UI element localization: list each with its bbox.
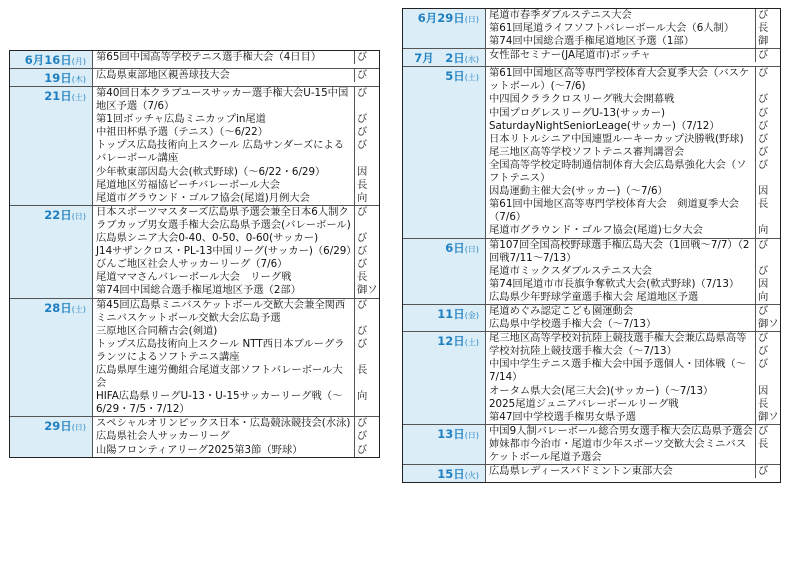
date-cell (403, 9, 486, 48)
event-title: 第45回広島県ミニバスケットボール交歓大会兼全関西ミニバスケットボール交歓大会広島予選 (96, 298, 346, 324)
event-title: 広島県少年野球学童選手権大会 尾道地区予選 (489, 290, 699, 303)
event-row (486, 9, 780, 22)
day-group (10, 87, 379, 206)
venue-tag: び (354, 417, 379, 430)
weekday-label: (土) (71, 93, 86, 102)
date-label: 28日 (44, 300, 72, 315)
event-row (486, 198, 780, 224)
venue-tag: び (354, 206, 379, 232)
venue-tag: 向 (755, 224, 780, 237)
event-title: 中国9人制バレーボール総合男女選手権大会広島県予選会 (489, 424, 753, 437)
date-cell (403, 49, 486, 66)
event-row (93, 179, 379, 192)
event-title: 第65回中国高等学校テニス選手権大会（4日目） (96, 51, 322, 63)
weekday-label: (日) (71, 211, 86, 221)
event-row (93, 444, 379, 457)
date-cell (10, 206, 93, 298)
venue-tag: 向 (354, 390, 379, 416)
venue-tag: 御ソ (755, 318, 780, 331)
event-title: 尾道市春季ダブルステニス大会 (489, 9, 632, 21)
venue-tag: 御ソ (755, 411, 780, 424)
venue-tag: 因 (755, 385, 780, 398)
venue-tag: び (354, 444, 379, 457)
event-row (486, 35, 780, 48)
event-title: 第40回日本クラブユースサッカー選手権大会U-15中国地区予選（7/6） (96, 87, 349, 113)
weekday-label: (金) (464, 310, 479, 320)
day-group (403, 49, 780, 67)
event-row (93, 232, 379, 245)
venue-tag: び (755, 239, 780, 265)
venue-tag: び (755, 120, 780, 133)
event-row (93, 299, 379, 325)
date-cell (403, 67, 486, 237)
venue-tag: 長 (354, 364, 379, 390)
event-title: 尾道ママさんバレーボール大会 リーグ戦 (96, 271, 292, 284)
event-row (486, 224, 780, 237)
event-title: 第61回中国地区高等専門学校体育大会夏季大会（バスケットボール）(～7/6) (489, 67, 750, 93)
venue-tag: び (755, 159, 780, 185)
venue-tag: 因 (755, 185, 780, 198)
event-title: 中国プログレスリーグU-13(サッカー) (489, 106, 666, 119)
event-row (93, 430, 379, 443)
date-cell (403, 465, 486, 482)
event-title: 尾道市グラウンド・ゴルフ協会(尾道)七夕大会 (489, 224, 703, 237)
date-cell (403, 305, 486, 331)
event-title: 尾三地区高等学校ソフトテニス審判講習会 (489, 145, 685, 158)
event-row (93, 139, 379, 165)
weekday-label: (日) (71, 423, 86, 433)
event-title: 第47回中学校選手権男女県予選 (489, 410, 636, 423)
day-group (403, 332, 780, 425)
weekday-label: (月) (71, 57, 86, 66)
event-title: オータム県大会(尾三大会)(サッカー)（～7/13） (489, 384, 714, 397)
event-title: 広島県シニア大会0-40、0-50、0-60(サッカー) (96, 232, 319, 245)
venue-tag: び (354, 325, 379, 338)
date-label: 5日 (445, 69, 465, 84)
event-row (93, 338, 379, 364)
venue-tag: 向 (755, 291, 780, 304)
event-title: 山陽フロンティアリーグ2025第3節（野球） (96, 443, 303, 456)
venue-tag: 長 (354, 271, 379, 284)
event-title: 第107回全国高校野球選手権広島大会（1回戦～7/7）（2回戦7/11～7/13） (489, 238, 750, 264)
venue-tag: 因 (755, 278, 780, 291)
date-cell (10, 69, 93, 86)
date-cell (10, 417, 93, 456)
event-row (93, 364, 379, 390)
event-row (93, 325, 379, 338)
date-label: 6月16日 (24, 53, 72, 67)
event-title: トップス広島技術向上スクール 広島サンダーズによるバレーボール講座 (96, 139, 345, 165)
date-cell (10, 299, 93, 417)
date-label: 12日 (437, 334, 465, 349)
venue-tag: び (755, 9, 780, 22)
event-row (486, 305, 780, 318)
event-row (486, 93, 780, 106)
weekday-label: (火) (464, 471, 479, 481)
event-title: 日本リトルシニア中国連盟ルーキーカップ決勝戦(野球) (489, 132, 744, 145)
event-title: 第61回尾道ライフソフトバレーボール大会（6人制） (489, 22, 735, 35)
event-title: 広島県中学校選手権大会（～7/13） (489, 318, 657, 331)
date-cell (403, 239, 486, 304)
event-row (486, 22, 780, 35)
venue-tag: 御ソ (354, 284, 379, 297)
event-row (486, 146, 780, 159)
venue-tag: 御 (755, 35, 780, 48)
date-cell (403, 425, 486, 464)
day-group (10, 299, 379, 418)
event-title: 日本スポーツマスターズ広島県予選会兼全日本6人制クラブカップ男女選手権大会広島県予選会(バレーボール) (96, 205, 351, 231)
venue-tag: 長 (755, 198, 780, 224)
date-label: 13日 (437, 426, 465, 441)
venue-tag: び び (755, 332, 780, 358)
event-title: びんご地区社会人サッカーリーグ（7/6） (96, 258, 288, 271)
weekday-label: (木) (71, 75, 86, 84)
venue-tag: 長 (354, 179, 379, 192)
venue-tag: 長 (755, 398, 780, 411)
weekday-label: (土) (71, 304, 86, 314)
venue-tag: び (354, 232, 379, 245)
venue-tag: び (354, 126, 379, 139)
event-title: 広島県東部地区親善球技大会 (96, 69, 230, 81)
event-row (486, 265, 780, 278)
venue-tag: び (755, 305, 780, 318)
event-title: 2025尾道ジュニアバレーボールリーグ戦 (489, 397, 679, 410)
event-title: 第1回ボッチャ広島ミニカップin尾道 (96, 113, 266, 126)
event-row (486, 120, 780, 133)
venue-tag: び (354, 245, 379, 258)
event-title: SaturdayNightSeniorLeage(サッカー)（7/12） (489, 119, 720, 132)
date-label: 19日 (44, 71, 72, 85)
venue-tag: び (354, 69, 379, 82)
event-title: 第74回中国総合選手権尾道地区予選（1部） (489, 35, 694, 48)
event-row (93, 192, 379, 205)
event-row (486, 185, 780, 198)
venue-tag: 向 (354, 192, 379, 205)
event-title: 尾三地区高等学校対抗陸上競技選手権大会兼広島県高等学校対抗陸上競技選手権大会（～7/13） (489, 332, 747, 358)
event-title: 尾道めぐみ認定こども園運動会 (489, 304, 634, 317)
date-cell (10, 51, 93, 68)
day-group (403, 9, 780, 49)
venue-tag: び (354, 51, 379, 64)
venue-tag: び (354, 258, 379, 271)
event-row (486, 385, 780, 398)
date-label: 15日 (437, 467, 465, 482)
event-row (486, 332, 780, 358)
event-row (93, 166, 379, 179)
schedule-column-left (9, 50, 380, 458)
event-row (93, 51, 379, 64)
event-row (93, 206, 379, 232)
venue-tag: び (354, 139, 379, 165)
venue-tag: 因 (354, 166, 379, 179)
event-title: 尾道市グラウンド・ゴルフ協会(尾道)月例大会 (96, 191, 310, 204)
event-title: 少年軟東部因島大会(軟式野球)（～6/22・6/29） (96, 165, 326, 178)
weekday-label: (水) (464, 55, 479, 65)
event-title: 広島県レディースバドミントン東部大会 (489, 465, 673, 478)
date-label: 11日 (437, 306, 465, 321)
event-row (486, 239, 780, 265)
event-row (93, 113, 379, 126)
venue-tag: び (354, 87, 379, 113)
event-row (93, 258, 379, 271)
event-title: 尾道地区労福協ビーチバレーボール大会 (96, 178, 281, 191)
event-row (486, 358, 780, 384)
day-group (403, 425, 780, 465)
event-row (486, 465, 780, 478)
event-title: 中祖田杯県予選（テニス）（～6/22） (96, 126, 269, 139)
weekday-label: (日) (464, 244, 479, 254)
event-row (486, 49, 780, 62)
event-title: 因島運動主催大会(サッカー)（～7/6） (489, 185, 668, 198)
event-row (486, 425, 780, 438)
event-title: HIFA広島県リーグU-13・U-15サッカーリーグ戦（～6/29・7/5・7/12） (96, 390, 343, 416)
venue-tag: び (755, 358, 780, 384)
event-title: トップス広島技術向上スクール NTT西日本ブルーグラランツによるソフトテニス講座 (96, 337, 345, 363)
day-group (10, 69, 379, 87)
venue-tag: び (755, 67, 780, 93)
weekday-label: (日) (464, 15, 479, 24)
weekday-label: (土) (464, 73, 479, 83)
day-group (10, 417, 379, 456)
event-title: 第74回尾道市市長旗争奪軟式大会(軟式野球)（7/13） (489, 277, 740, 290)
day-group (403, 67, 780, 238)
venue-tag: び (755, 425, 780, 438)
day-group (403, 305, 780, 332)
venue-tag: び (755, 146, 780, 159)
event-row (486, 318, 780, 331)
date-label: 29日 (44, 419, 72, 434)
event-title: 広島県厚生連労働組合尾道支部ソフトバレーボール大会 (96, 363, 343, 390)
date-label: 21日 (44, 89, 72, 103)
event-row (93, 271, 379, 284)
day-group (403, 239, 780, 305)
event-title: 全国高等学校定時制通信制体育大会広島県強化大会（ソフトテニス） (489, 158, 747, 185)
event-title: J14サザンクロス・PL-13中国リーグ(サッカー)（6/29） (96, 245, 357, 258)
weekday-label: (日) (464, 430, 479, 440)
venue-tag: 長 (755, 22, 780, 35)
event-row (93, 390, 379, 416)
day-group (10, 51, 379, 69)
event-title: 中四国クララクロスリーグ戦大会開幕戦 (489, 93, 675, 106)
event-title: 中国中学生テニス選手権大会中国予選個人・団体戦（～7/14） (489, 358, 747, 384)
event-row (486, 291, 780, 304)
event-row (93, 245, 379, 258)
date-label: 22日 (44, 207, 72, 222)
event-row (93, 69, 379, 82)
event-row (486, 411, 780, 424)
venue-tag: び (755, 133, 780, 146)
date-label: 7月 2日 (414, 51, 465, 66)
event-row (93, 284, 379, 297)
venue-tag: び (354, 430, 379, 443)
event-row (486, 278, 780, 291)
venue-tag: 長 (755, 438, 780, 464)
event-row (486, 133, 780, 146)
event-row (486, 159, 780, 185)
venue-tag: び (755, 265, 780, 278)
event-title: スペシャルオリンピックス日本・広島競泳競技会(水泳) (96, 417, 351, 430)
venue-tag: び (755, 465, 780, 478)
event-title: 第61回中国地区高等専門学校体育大会 剣道夏季大会（7/6） (489, 198, 739, 224)
event-title: 広島県社会人サッカーリーグ (96, 430, 230, 443)
date-label: 6月29日 (417, 11, 465, 25)
venue-tag: び (755, 107, 780, 120)
event-row (486, 67, 780, 93)
event-row (486, 107, 780, 120)
venue-tag: び (755, 93, 780, 106)
event-title: 姉妹都市今治市・尾道市少年スポーツ交歓大会ミニバスケットボール尾道予選会 (489, 437, 747, 463)
event-title: 女性部セミナー(JA尾道市)ボッチャ (489, 49, 651, 62)
date-cell (10, 87, 93, 205)
event-row (93, 417, 379, 430)
event-title: 第74回中国総合選手権尾道地区予選（2部） (96, 284, 301, 297)
weekday-label: (土) (464, 338, 479, 348)
date-cell (403, 332, 486, 424)
event-row (486, 398, 780, 411)
day-group (403, 465, 780, 482)
schedule-column-right (402, 8, 781, 483)
day-group (10, 206, 379, 299)
event-row (93, 126, 379, 139)
event-row (93, 87, 379, 113)
event-row (486, 438, 780, 464)
venue-tag: び (755, 49, 780, 62)
date-label: 6日 (445, 240, 465, 255)
venue-tag: び (354, 113, 379, 126)
venue-tag: び (354, 338, 379, 364)
event-title: 三原地区合同稽古会(剣道) (96, 324, 218, 337)
venue-tag: び (354, 299, 379, 325)
event-title: 尾道市ミックスダブルステニス大会 (489, 264, 653, 277)
